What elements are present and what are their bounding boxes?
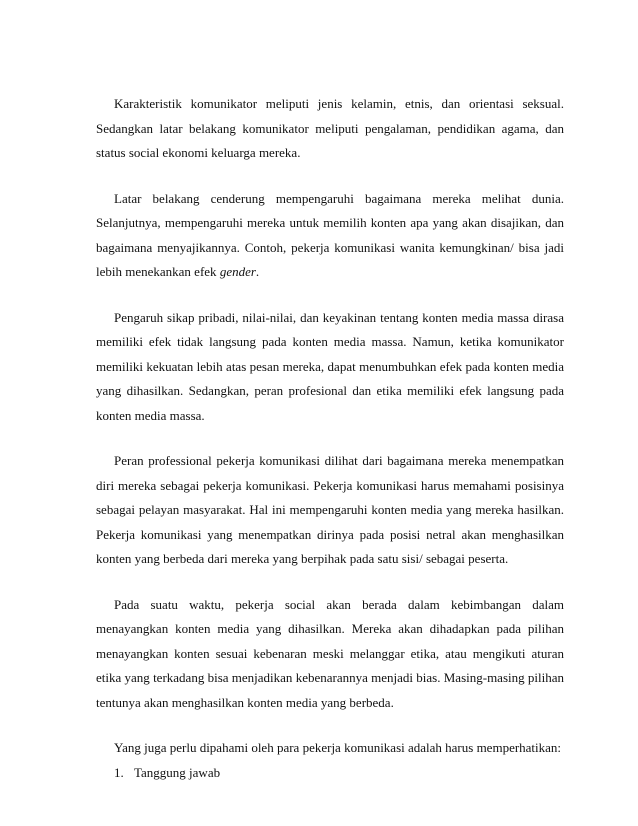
paragraph-pada-suatu-waktu: Pada suatu waktu, pekerja social akan berada dalam kebimbangan dalam menayangkan konten media yang dihasilkan. Mereka akan dihadapkan pada pilihan menayangkan konten sesuai kebenaran meski melanggar etika, atau mengikuti aturan etika yang terkadang bisa menjadikan kebenarannya menjadi bias. Masing-masing pilihan tentunya akan menghasilkan konten media yang berbeda.: [96, 596, 564, 710]
document-page: [96, 92, 564, 785]
paragraph-text-end: .: [255, 264, 260, 279]
paragraph-yang-juga: Yang juga perlu dipahami oleh para pekerja komunikasi adalah harus memperhatikan:: [114, 740, 562, 755]
list-item-label: Tanggung jawab: [134, 764, 221, 780]
list-item-number: 1.: [114, 764, 124, 780]
paragraph-latar-belakang: [96, 187, 564, 285]
paragraph-karakteristik: Karakteristik komunikator meliputi jenis kelamin, etnis, dan orientasi seksual. Sedangkan latar belakang komunikator meliputi pengalaman, pendidikan agama, dan status social ekonomi keluarga mereka.: [96, 96, 564, 160]
paragraph-pengaruh-sikap: Pengaruh sikap pribadi, nilai-nilai, dan keyakinan tentang konten media massa dirasa memiliki efek tidak langsung pada konten media massa. Namun, ketika komunikator memiliki kekuatan lebih atas pesan mereka, dapat menumbuhkan efek pada konten media yang dihasilkan. Sedangkan, peran profesional dan etika memiliki efek langsung pada konten media massa.: [96, 309, 564, 423]
paragraph-peran-professional: Peran professional pekerja komunikasi dilihat dari bagaimana mereka menempatkan diri mereka sebagai pekerja komunikasi. Pekerja komunikasi harus memahami posisinya sebagai pelayan masyarakat. Hal ini mempengaruhi konten media yang mereka hasilkan. Pekerja komunikasi yang menempatkan dirinya pada posisi netral akan menghasilkan konten yang berbeda dari mereka yang berpihak pada satu sisi/ sebagai peserta.: [96, 453, 564, 566]
italic-term-gender: gender: [219, 264, 256, 279]
paragraph-text: Latar belakang cenderung mempengaruhi bagaimana mereka melihat dunia. Selanjutnya, mempengaruhi mereka untuk memilih konten apa yang akan disajikan, dan bagaimana menyajikannya. Contoh, pekerja komunikasi wanita kemungkinan/ bisa jadi lebih menekankan efek: [96, 190, 564, 279]
list-item: [96, 761, 564, 786]
